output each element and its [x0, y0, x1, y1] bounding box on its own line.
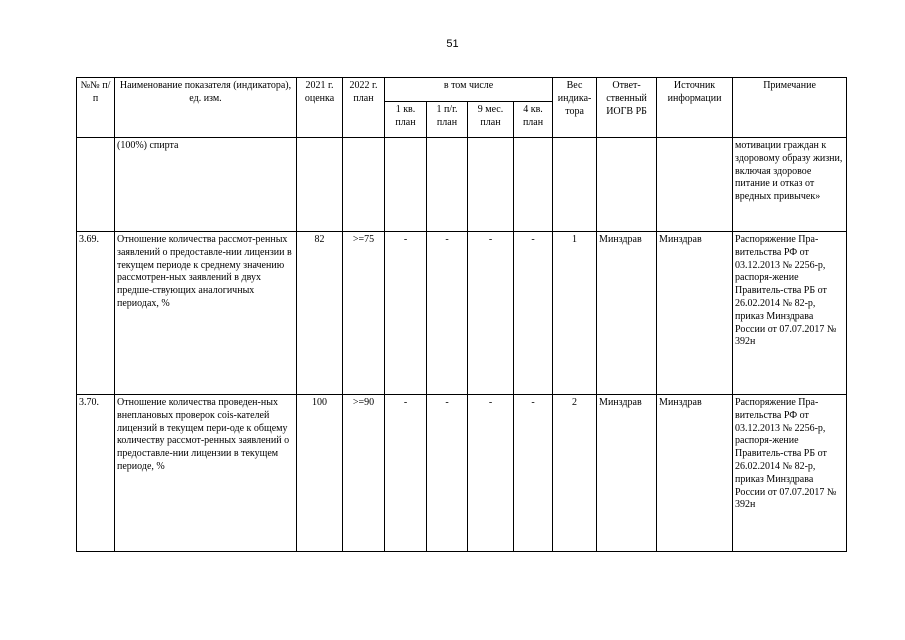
cell-name: Отношение количества рассмот-ренных заявлений о предоставле-нии лицензии в текущем периоде к среднему значению рассмотрен-ных заявлений в двух предше-ствующих аналогичных периодах, %: [115, 232, 297, 395]
cell-note: Распоряжение Пра-вительства РФ от 03.12.2013 № 2256-р, распоря-жение Правитель-ства РБ от 26.02.2014 № 82-р, приказ Минздрава России от 07.07.2017 № 392н: [733, 232, 847, 395]
header-q1: 1 кв. план: [385, 102, 427, 138]
cell-q4: [514, 138, 553, 232]
cell-note: Распоряжение Пра-вительства РФ от 03.12.2013 № 2256-р, распоря-жение Правитель-ства РБ от 26.02.2014 № 82-р, приказ Минздрава России от 07.07.2017 № 392н: [733, 395, 847, 552]
header-q4: 4 кв. план: [514, 102, 553, 138]
cell-source: Минздрав: [657, 232, 733, 395]
cell-source: [657, 138, 733, 232]
header-2021: 2021 г. оценка: [297, 78, 343, 138]
cell-q1: [385, 138, 427, 232]
cell-q4: -: [514, 395, 553, 552]
cell-h1: [427, 138, 468, 232]
page-number: 51: [446, 38, 459, 50]
cell-2021: 100: [297, 395, 343, 552]
indicators-table: [76, 77, 847, 552]
cell-q1: -: [385, 395, 427, 552]
cell-9m: [468, 138, 514, 232]
header-including: в том числе: [385, 78, 553, 102]
header-source: Источник информации: [657, 78, 733, 138]
table-row: [77, 395, 847, 552]
header-responsible: Ответ-ственный ИОГВ РБ: [597, 78, 657, 138]
cell-responsible: Минздрав: [597, 395, 657, 552]
cell-2021: 82: [297, 232, 343, 395]
header-row-1: [77, 78, 847, 102]
cell-2021: [297, 138, 343, 232]
cell-q4: -: [514, 232, 553, 395]
cell-name: (100%) спирта: [115, 138, 297, 232]
cell-2022: >=90: [343, 395, 385, 552]
cell-responsible: Минздрав: [597, 232, 657, 395]
cell-2022: [343, 138, 385, 232]
table-row: [77, 138, 847, 232]
cell-num: 3.70.: [77, 395, 115, 552]
header-name: Наименование показателя (индикатора), ед. изм.: [115, 78, 297, 138]
header-num: №№ п/п: [77, 78, 115, 138]
cell-weight: 2: [553, 395, 597, 552]
cell-name: Отношение количества проведен-ных внеплановых проверок сois-кателей лицензий в текущем пери-оде к общему количеству рассмот-ренных заявлений о предоставле-нии лицензии в текущем периоде, %: [115, 395, 297, 552]
cell-num: [77, 138, 115, 232]
cell-2022: >=75: [343, 232, 385, 395]
table-row: [77, 232, 847, 395]
header-9m: 9 мес. план: [468, 102, 514, 138]
cell-9m: -: [468, 395, 514, 552]
cell-num: 3.69.: [77, 232, 115, 395]
cell-weight: 1: [553, 232, 597, 395]
cell-q1: -: [385, 232, 427, 395]
header-2022: 2022 г. план: [343, 78, 385, 138]
header-weight: Вес индика-тора: [553, 78, 597, 138]
cell-source: Минздрав: [657, 395, 733, 552]
header-note: Примечание: [733, 78, 847, 138]
cell-h1: -: [427, 232, 468, 395]
cell-9m: -: [468, 232, 514, 395]
cell-responsible: [597, 138, 657, 232]
cell-note: мотивации граждан к здоровому образу жизни, включая здоровое питание и отказ от вредных привычек»: [733, 138, 847, 232]
cell-h1: -: [427, 395, 468, 552]
header-h1: 1 п/г. план: [427, 102, 468, 138]
cell-weight: [553, 138, 597, 232]
